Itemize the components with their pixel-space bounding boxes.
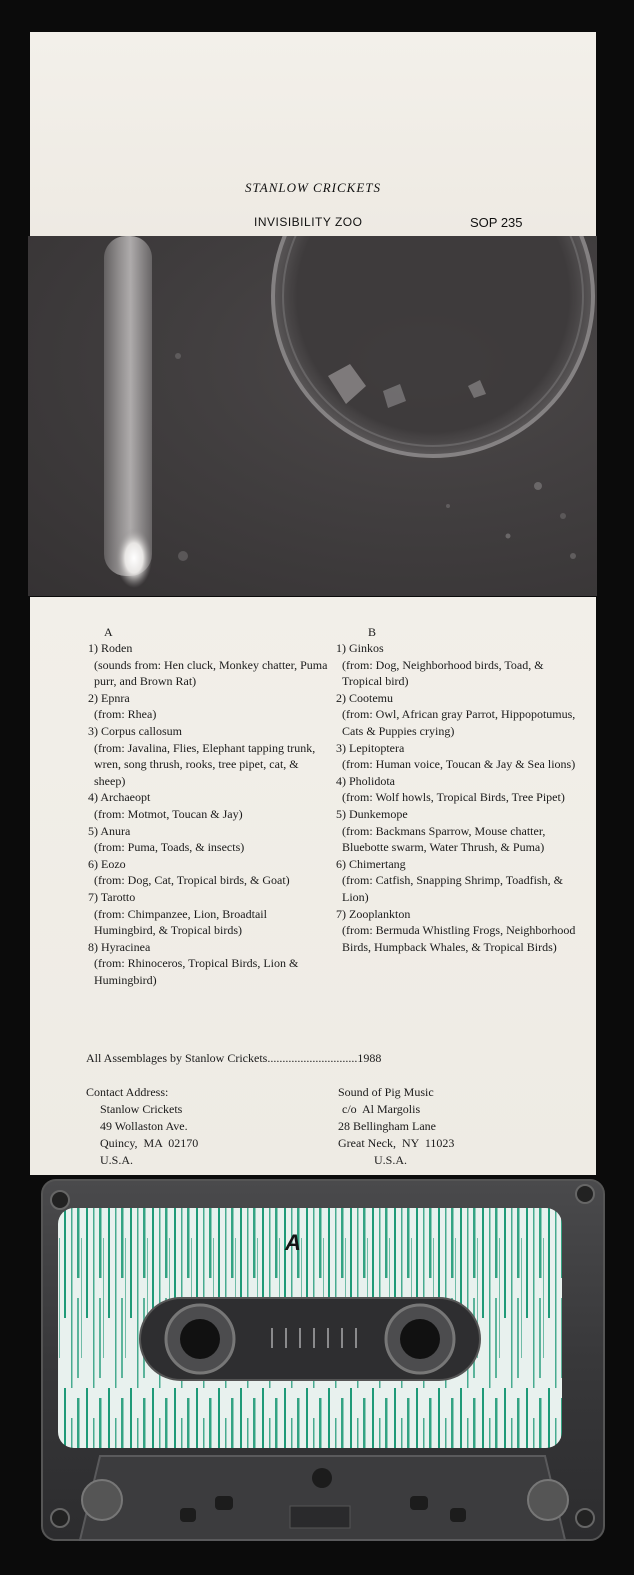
contact-label: Sound of Pig Music c/o Al Margolis 28 Bellingham Lane Great Neck, NY 11023 U.S.A. (338, 1085, 455, 1167)
cassette-side-mark: A (285, 1230, 301, 1255)
list-item: 3) Corpus callosum (from: Javalina, Flies, Elephant tapping trunk, wren, song thrush, rooks, tree pipet, cat, & sheep) (88, 723, 316, 788)
list-item: 7) Zooplankton (from: Bermuda Whistling Frogs, Neighborhood Birds, Humpback Whales, & Tropical Birds) (336, 906, 576, 954)
track-listing-panel (30, 597, 596, 1175)
list-item: 5) Dunkemope (from: Backmans Sparrow, Mouse chatter, Bluebotte swarm, Water Thrush, & Puma) (336, 806, 546, 855)
list-item: 2) Epnra (from: Rhea) (88, 690, 157, 722)
light-tube (104, 236, 152, 576)
list-item: 1) Ginkos (from: Dog, Neighborhood birds, Toad, & Tropical bird) (336, 641, 544, 689)
light-glow (116, 528, 152, 588)
side-a-tracklist (88, 640, 328, 988)
petri-dish (273, 236, 593, 456)
list-item: 4) Pholidota (from: Wolf howls, Tropical Birds, Tree Pipet) (336, 773, 565, 805)
contact-artist: Contact Address: Stanlow Crickets 49 Wollaston Ave. Quincy, MA 02170 U.S.A. (86, 1085, 199, 1167)
cassette-shell (40, 1178, 606, 1543)
catalog-number: SOP 235 (470, 215, 523, 230)
cassette-tape (40, 1178, 606, 1543)
list-item: 4) Archaeopt (from: Motmot, Toucan & Jay) (88, 790, 243, 821)
side-b-label: B (368, 625, 377, 639)
artist-name: STANLOW CRICKETS (244, 180, 382, 195)
list-item: 6) Chimertang (from: Catfish, Snapping Shrimp, Toadfish, & Lion) (336, 856, 563, 904)
side-a-label: A (104, 625, 113, 639)
list-item: 1) Roden (sounds from: Hen cluck, Monkey chatter, Puma purr, and Brown Rat) (88, 641, 328, 689)
credits-line: All Assemblages by Stanlow Crickets..............................1988 (86, 1051, 382, 1065)
list-item: 6) Eozo (from: Dog, Cat, Tropical birds, & Goat) (88, 856, 290, 888)
cover-photo (28, 236, 597, 596)
label-heading: Sound of Pig Music (338, 1085, 434, 1099)
list-item: 7) Tarotto (from: Chimpanzee, Lion, Broadtail Humingbird, & Tropical birds) (88, 889, 267, 938)
list-item: 2) Cootemu (from: Owl, African gray Parrot, Hippopotumus, Cats & Puppies crying) (336, 690, 576, 738)
cover-title-panel (30, 32, 596, 236)
cover-photo-art (28, 236, 597, 596)
album-title: INVISIBILITY ZOO (254, 215, 363, 229)
list-item: 3) Lepitoptera (from: Human voice, Toucan & Jay & Sea lions) (336, 740, 576, 772)
contact-heading: Contact Address: (86, 1085, 169, 1099)
list-item: 5) Anura (from: Puma, Toads, & insects) (88, 823, 245, 855)
side-b-tracklist (336, 640, 576, 955)
list-item: 8) Hyracinea (from: Rhinoceros, Tropical Birds, Lion & Humingbird) (88, 939, 299, 987)
